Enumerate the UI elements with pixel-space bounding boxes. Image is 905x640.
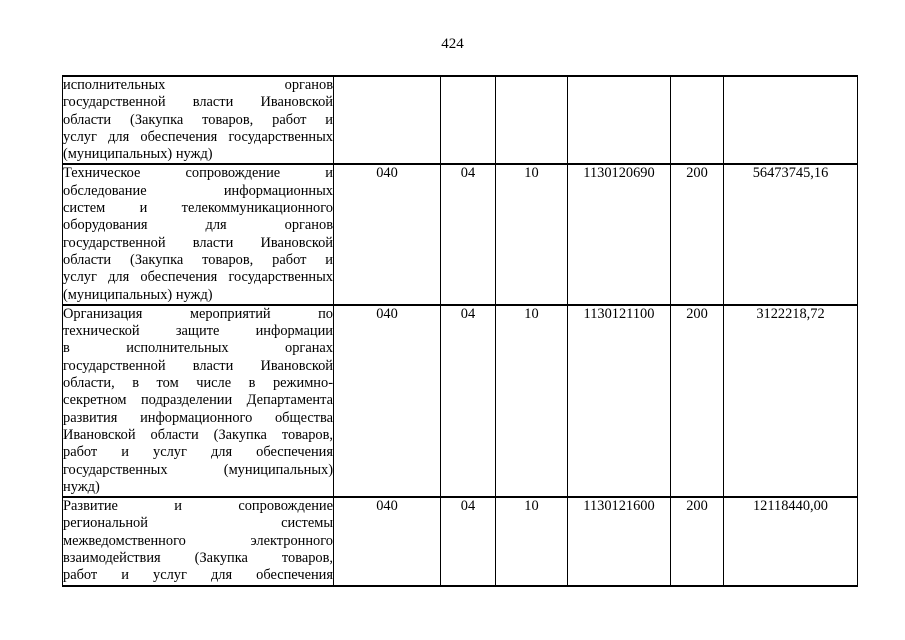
cell-kvsr [334,76,441,164]
cell-csr [568,76,671,164]
row-description: Развитие и сопровождение региональной системы межведомственного электронного взаимодействия (Закупка товаров, работ и услуг для обеспечения [63,498,333,584]
row-description: Организация мероприятий по технической защите информации в исполнительных органах государственной власти Ивановской области, в том числе в режимно- секретном подразделении Департамента развития информационного общества Ивановской области (Закупка товаров, работ и услуг для обеспечения государственных (муниципальных) нужд) [63,305,333,495]
table-row [63,497,858,585]
cell-csr: 1130120690 [568,164,671,304]
cell-vr: 200 [671,164,724,304]
table-row [63,164,858,304]
table-row [63,305,858,497]
cell-kvsr: 040 [334,164,441,304]
cell-kvsr: 040 [334,497,441,585]
description-cell [63,76,334,164]
description-cell [63,497,334,585]
cell-kvsr: 040 [334,305,441,497]
table-row [63,76,858,164]
row-description: исполнительных органов государственной власти Ивановской области (Закупка товаров, работ и услуг для обеспечения государственных (муниципальных) нужд) [63,77,333,163]
cell-csr: 1130121100 [568,305,671,497]
cell-podrazdel: 10 [496,305,568,497]
cell-podrazdel: 10 [496,164,568,304]
cell-podrazdel: 10 [496,497,568,585]
cell-vr: 200 [671,497,724,585]
cell-vr [671,76,724,164]
cell-summa: 56473745,16 [724,164,858,304]
cell-vr: 200 [671,305,724,497]
page-number: 424 [441,36,464,52]
cell-razdel: 04 [441,305,496,497]
cell-summa: 12118440,00 [724,497,858,585]
description-cell [63,305,334,497]
cell-summa [724,76,858,164]
cell-csr: 1130121600 [568,497,671,585]
row-description: Техническое сопровождение и обследование информационных систем и телекоммуникационного оборудования для органов государственной власти Ивановской области (Закупка товаров, работ и услуг для обеспечения государственных (муниципальных) нужд) [63,165,333,303]
cell-razdel: 04 [441,497,496,585]
budget-table [62,75,858,587]
cell-podrazdel [496,76,568,164]
description-cell [63,164,334,304]
cell-summa: 3122218,72 [724,305,858,497]
cell-razdel: 04 [441,164,496,304]
cell-razdel [441,76,496,164]
